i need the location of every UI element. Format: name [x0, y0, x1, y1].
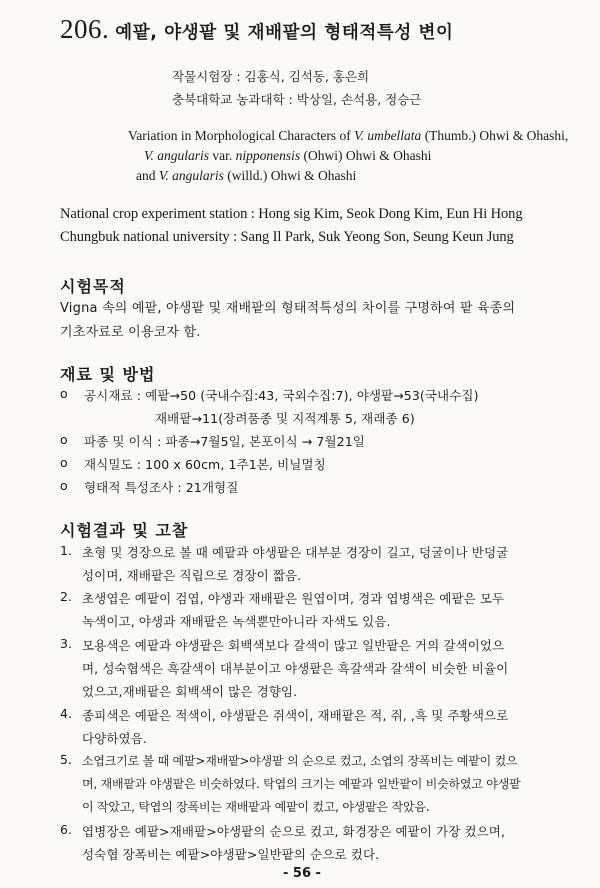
result-text: 이 작았고, 탁엽의 장폭비는 재배팥과 예팥이 컸고, 야생팥은 작았음. — [82, 800, 430, 814]
bullet-marker: o — [60, 432, 68, 447]
result-text: 녹색이고, 야생과 재배팥은 녹색뿐만아니라 자색도 있음. — [82, 614, 391, 629]
result-text: 초형 및 경장으로 볼 때 예팥과 야생팥은 대부분 경장이 길고, 덩굴이나 반덩굴 — [82, 545, 509, 560]
result-number: 1. — [60, 543, 72, 558]
method-item-continued: 재배팥→11(장려품종 및 지적계통 5, 재래종 6) — [155, 411, 415, 426]
bullet-marker: o — [60, 455, 68, 470]
abstract-number: 206. — [60, 14, 110, 44]
page-number: - 56 - — [283, 866, 321, 881]
method-item: 재식밀도 : 100 x 60cm, 1주1본, 비닐멀칭 — [84, 457, 326, 472]
result-text: 엽병장은 예팥>재배팥>야생팥의 순으로 컸고, 화경장은 예팥이 가장 컸으며, — [82, 824, 506, 839]
result-number: 4. — [60, 706, 72, 721]
result-text: 초생엽은 예팥이 검엽, 야생과 재배팥은 원엽이며, 경과 엽병색은 예팥은 모두 — [82, 591, 505, 606]
korean-title: 예팥, 야생팥 및 재배팥의 형태적특성 변이 — [115, 23, 454, 43]
result-text: 성숙협 장폭비는 예팥>야생팥>일반팥의 순으로 컸다. — [82, 847, 380, 862]
section-heading-objective: 시험목적 — [60, 277, 126, 296]
method-item: 공시재료 : 예팥→50 (국내수집:43, 국외수집:7), 야생팥→53(국내수집) — [84, 388, 479, 403]
english-title-line: V. angularis var. nipponensis (Ohwi) Ohwi & Ohashi — [144, 148, 432, 163]
result-text: 며, 성숙협색은 흑갈색이 대부분이고 야생팥은 흑갈색과 갈색이 비슷한 비율이 — [82, 661, 509, 676]
objective-text: Vigna 속의 예팥, 야생팥 및 재배팥의 형태적특성의 차이를 구명하여 팥 육종의 — [60, 301, 516, 316]
result-text: 종피색은 예팥은 적색이, 야생팥은 쥐색이, 재배팥은 적, 쥐, ,흑 및 주황색으로 — [82, 708, 509, 723]
author-line-en: Chungbuk national university : Sang Il Park, Suk Yeong Son, Seung Keun Jung — [60, 229, 514, 245]
objective-text: 기초자료로 이용코자 함. — [60, 325, 201, 340]
method-item: 파종 및 이식 : 파종→7월5일, 본포이식 → 7월21일 — [84, 434, 365, 449]
author-line-ko: 작물시험장 : 김홍식, 김석동, 홍은희 — [172, 69, 370, 84]
section-heading-results: 시험결과 및 고찰 — [60, 521, 189, 540]
result-text: 소엽크기로 볼 때 예팥>재배팥>야생팥 의 순으로 컸고, 소엽의 장폭비는 예팥이 컸으 — [82, 754, 518, 768]
bullet-marker: o — [60, 478, 68, 493]
result-number: 6. — [60, 822, 72, 837]
section-heading-methods: 재료 및 방법 — [60, 365, 156, 384]
result-text: 다양하였음. — [82, 731, 147, 746]
result-text: 며, 재배팥과 야생팥은 비슷하였다. 탁엽의 크기는 예팥과 일반팥이 비슷하였고 야생팥 — [82, 777, 521, 791]
result-number: 2. — [60, 589, 72, 604]
english-title-line: Variation in Morphological Characters of V. umbellata (Thumb.) Ohwi & Ohashi, — [128, 128, 569, 143]
english-title-line: and V. angularis (willd.) Ohwi & Ohashi — [136, 168, 357, 183]
author-line-en: National crop experiment station : Hong sig Kim, Seok Dong Kim, Eun Hi Hong — [60, 206, 523, 222]
document-title — [60, 14, 454, 45]
result-text: 었으고,재배팥은 회백색이 많은 경향임. — [82, 684, 298, 699]
result-number: 5. — [60, 752, 72, 767]
result-text: 모용색은 예팥과 야생팥은 회백색보다 갈색이 많고 일반팥은 거의 갈색이었으 — [82, 638, 505, 653]
method-item: 형태적 특성조사 : 21개형질 — [84, 480, 239, 495]
bullet-marker: o — [60, 386, 68, 401]
result-number: 3. — [60, 636, 72, 651]
author-line-ko: 충북대학교 농과대학 : 박상일, 손석용, 정승근 — [172, 92, 422, 107]
result-text: 성이며, 재배팥은 직립으로 경장이 짧음. — [82, 568, 302, 583]
